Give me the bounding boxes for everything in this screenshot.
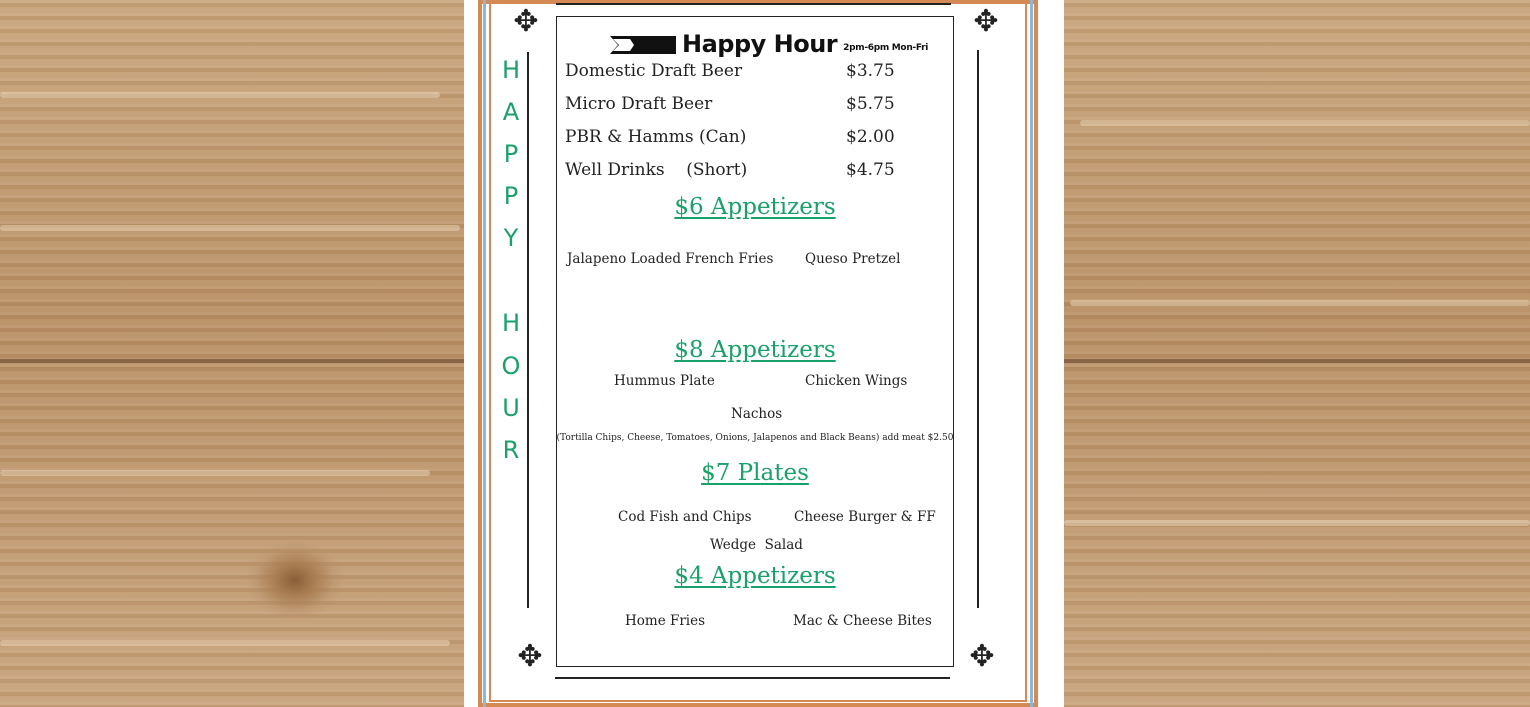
section-heading: $8 Appetizers (674, 337, 836, 363)
ornate-corner-icon: ✥ (513, 4, 539, 39)
drink-price: $3.75 (846, 61, 895, 81)
menu-title: Happy Hour (682, 30, 838, 58)
menu-item: Jalapeno Loaded French Fries (567, 251, 774, 267)
menu-item: Cheese Burger & FF (794, 509, 936, 525)
menu-item: Cod Fish and Chips (618, 509, 752, 525)
wood-grain (1064, 520, 1530, 526)
wood-grain (0, 640, 450, 646)
side-letter: P (503, 182, 519, 210)
menu-item: Home Fries (625, 613, 706, 629)
side-letter: O (501, 352, 521, 380)
wood-grain (1070, 300, 1530, 306)
top-rule (556, 3, 951, 5)
bottom-rule (555, 677, 950, 679)
side-letter: R (502, 436, 520, 464)
side-letter: H (501, 56, 521, 84)
drink-name: Micro Draft Beer (565, 94, 713, 114)
wood-grain (1080, 120, 1530, 126)
section-heading: $6 Appetizers (674, 194, 836, 220)
menu-header (610, 28, 928, 58)
side-letter: U (502, 394, 520, 422)
menu-item: Mac & Cheese Bites (793, 613, 932, 629)
arrow-ribbon-icon (610, 36, 676, 54)
section-heading: $7 Plates (701, 460, 809, 486)
menu-subtitle: 2pm-6pm Mon-Fri (843, 43, 929, 53)
side-letter: A (502, 98, 520, 126)
drink-name: PBR & Hamms (Can) (565, 127, 747, 147)
wood-grain (0, 470, 430, 476)
drink-price: $4.75 (846, 160, 895, 180)
menu-item: Chicken Wings (805, 373, 908, 389)
section-heading: $4 Appetizers (674, 563, 836, 589)
wood-grain (0, 92, 440, 98)
menu-item: Queso Pretzel (805, 251, 901, 267)
side-letter: H (501, 309, 521, 337)
side-letter: Y (503, 224, 519, 252)
wood-grain (0, 225, 460, 231)
ornate-corner-icon: ✥ (969, 639, 995, 674)
drink-price: $2.00 (846, 127, 895, 147)
menu-item-note: (Tortilla Chips, Cheese, Tomatoes, Onions, Jalapenos and Black Beans) add meat $2.50 (556, 433, 954, 443)
drink-name: Well Drinks (Short) (565, 160, 748, 180)
right-rule (977, 50, 979, 608)
menu-item: Nachos (731, 406, 783, 422)
ornate-corner-icon: ✥ (973, 4, 999, 39)
drink-price: $5.75 (846, 94, 895, 114)
ornate-corner-icon: ✥ (517, 639, 543, 674)
side-letter: P (503, 140, 519, 168)
left-rule (527, 52, 529, 608)
menu-item: Hummus Plate (614, 373, 715, 389)
wood-knot (245, 540, 345, 620)
drink-name: Domestic Draft Beer (565, 61, 743, 81)
menu-item: Wedge Salad (710, 537, 803, 553)
